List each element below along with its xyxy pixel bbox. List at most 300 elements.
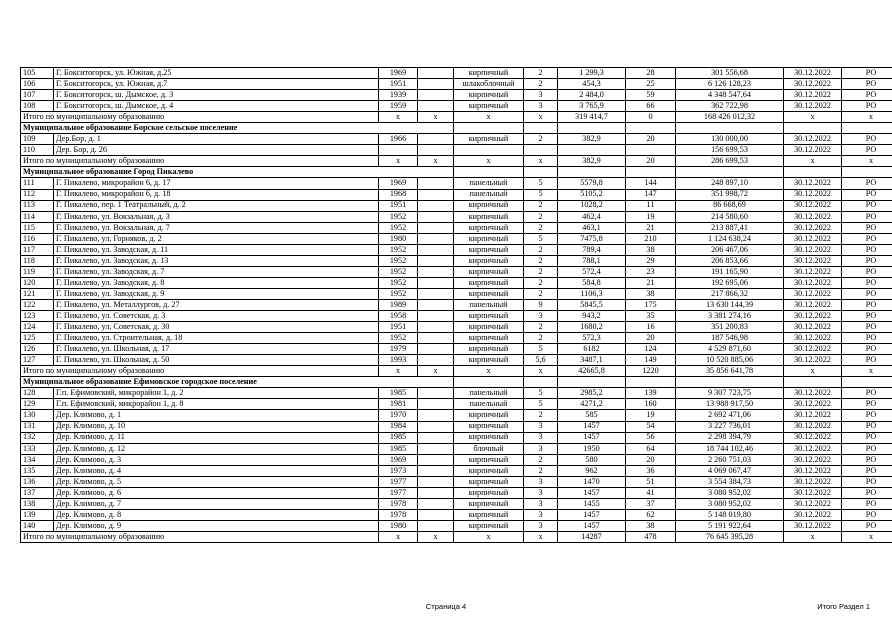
cost-cell: 3 080 952,02 [676, 487, 784, 498]
floors-cell: 5 [524, 344, 558, 355]
table-row [21, 90, 892, 101]
wall-material-cell: кирпичный [454, 454, 524, 465]
area-cell: 5845,5 [558, 299, 626, 310]
address-cell: Г. Пикалево, микрорайон 6, д. 17 [54, 178, 379, 189]
year-built-cell: 1952 [379, 333, 418, 344]
area-cell: 1 299,3 [558, 68, 626, 79]
floors-cell: 5,6 [524, 355, 558, 366]
blank-cell-cell [418, 344, 454, 355]
area-cell: 789,4 [558, 244, 626, 255]
program-cell: РО [842, 299, 892, 310]
residents-cell: 147 [626, 189, 676, 200]
wall-material-cell: панельный [454, 178, 524, 189]
residents-cell: 11 [626, 200, 676, 211]
table-row [21, 266, 892, 277]
blank-cell-cell [418, 145, 454, 156]
deadline-cell: 30.12.2022 [784, 322, 842, 333]
section-title: Муниципальное образование Борское сельское поселение [21, 123, 454, 134]
area-cell: 3487,1 [558, 355, 626, 366]
wall-material-cell: кирпичный [454, 266, 524, 277]
area-cell: 1470 [558, 476, 626, 487]
address-cell: Г. Пикалево, ул. Металлургов, д. 27 [54, 299, 379, 310]
table-row [21, 189, 892, 200]
empty-cell [524, 377, 558, 388]
area-cell: 572,4 [558, 266, 626, 277]
residents-cell: 66 [626, 101, 676, 112]
floors-cell: 2 [524, 410, 558, 421]
area-cell: 1028,2 [558, 200, 626, 211]
address-cell: Дер. Бор, д. 26 [54, 145, 379, 156]
floors-cell: 2 [524, 244, 558, 255]
wall-material-cell: кирпичный [454, 421, 524, 432]
wall-material-cell: кирпичный [454, 355, 524, 366]
empty-cell [842, 377, 892, 388]
area-cell: 6182 [558, 344, 626, 355]
blank-cell-cell [418, 277, 454, 288]
total-cell: 76 645 395,28 [676, 531, 784, 542]
program-cell: РО [842, 355, 892, 366]
residents-cell: 36 [626, 465, 676, 476]
total-cell: 14287 [558, 531, 626, 542]
cost-cell: 5 148 019,80 [676, 509, 784, 520]
floors-cell: 2 [524, 322, 558, 333]
wall-material-cell: кирпичный [454, 288, 524, 299]
table-row [21, 399, 892, 410]
empty-cell [626, 123, 676, 134]
total-cell: 286 699,53 [676, 156, 784, 167]
area-cell: 463,1 [558, 222, 626, 233]
floors-cell: 2 [524, 266, 558, 277]
address-cell: Г. Пикалево, ул. Школьная, д. 17 [54, 344, 379, 355]
wall-material-cell: кирпичный [454, 277, 524, 288]
table-row [21, 333, 892, 344]
total-cell: x [842, 156, 892, 167]
year-built-cell: 1951 [379, 200, 418, 211]
table-row [21, 68, 892, 79]
row-number-cell: 111 [21, 178, 54, 189]
program-cell: РО [842, 311, 892, 322]
blank-cell-cell [418, 465, 454, 476]
row-number-cell: 105 [21, 68, 54, 79]
deadline-cell: 30.12.2022 [784, 68, 842, 79]
area-cell: 1457 [558, 487, 626, 498]
total-cell: x [454, 366, 524, 377]
total-cell: x [784, 156, 842, 167]
program-cell: РО [842, 79, 892, 90]
blank-cell-cell [418, 498, 454, 509]
residents-cell: 19 [626, 410, 676, 421]
total-label: Итого по муниципальному образованию [21, 366, 379, 377]
cost-cell: 13 988 917,50 [676, 399, 784, 410]
total-cell: 0 [626, 112, 676, 123]
table-row [21, 410, 892, 421]
blank-cell-cell [418, 454, 454, 465]
address-cell: Дер. Климово, д. 10 [54, 421, 379, 432]
blank-cell-cell [418, 222, 454, 233]
wall-material-cell: кирпичный [454, 509, 524, 520]
blank-cell-cell [418, 432, 454, 443]
total-cell: x [842, 531, 892, 542]
floors-cell: 2 [524, 277, 558, 288]
blank-cell-cell [418, 266, 454, 277]
total-cell: 168 426 012,32 [676, 112, 784, 123]
row-number-cell: 113 [21, 200, 54, 211]
blank-cell-cell [418, 399, 454, 410]
year-built-cell: 1952 [379, 222, 418, 233]
blank-cell-cell [418, 410, 454, 421]
address-cell: Г.п. Ефимовский, микрорайон 1, д. 2 [54, 388, 379, 399]
row-number-cell: 114 [21, 211, 54, 222]
address-cell: Дер. Климово, д. 4 [54, 465, 379, 476]
table-row [21, 498, 892, 509]
year-built-cell: 1966 [379, 134, 418, 145]
deadline-cell: 30.12.2022 [784, 255, 842, 266]
year-built-cell: 1981 [379, 399, 418, 410]
floors-cell: 3 [524, 443, 558, 454]
program-cell: РО [842, 432, 892, 443]
total-cell: x [784, 531, 842, 542]
cost-cell: 191 165,90 [676, 266, 784, 277]
deadline-cell: 30.12.2022 [784, 520, 842, 531]
area-cell [558, 145, 626, 156]
year-built-cell: 1978 [379, 509, 418, 520]
table-row [21, 432, 892, 443]
cost-cell: 351 998,72 [676, 189, 784, 200]
program-cell: РО [842, 68, 892, 79]
table-row [21, 145, 892, 156]
deadline-cell: 30.12.2022 [784, 222, 842, 233]
cost-cell: 351 200,83 [676, 322, 784, 333]
blank-cell-cell [418, 200, 454, 211]
floors-cell: 5 [524, 399, 558, 410]
cost-cell: 6 126 128,23 [676, 79, 784, 90]
area-cell: 585 [558, 410, 626, 421]
wall-material-cell: панельный [454, 388, 524, 399]
program-cell: РО [842, 509, 892, 520]
empty-cell [842, 123, 892, 134]
page-number: Страница 4 [425, 602, 467, 611]
cost-cell: 13 630 144,39 [676, 299, 784, 310]
blank-cell-cell [418, 101, 454, 112]
cost-cell: 2 298 394,79 [676, 432, 784, 443]
program-cell: РО [842, 266, 892, 277]
floors-cell: 2 [524, 211, 558, 222]
address-cell: Г. Пикалево, ул. Строительная, д. 18 [54, 333, 379, 344]
wall-material-cell: панельный [454, 189, 524, 200]
address-cell: Г. Пикалево, пер. 1 Театральный, д. 2 [54, 200, 379, 211]
wall-material-cell: кирпичный [454, 498, 524, 509]
blank-cell-cell [418, 244, 454, 255]
empty-cell [558, 377, 626, 388]
total-cell: 319 414,7 [558, 112, 626, 123]
blank-cell-cell [418, 189, 454, 200]
residents-cell: 25 [626, 79, 676, 90]
address-cell: Дер.Бор, д. 1 [54, 134, 379, 145]
address-cell: Г. Пикалево, ул. Вокзальная, д. 3 [54, 211, 379, 222]
blank-cell-cell [418, 134, 454, 145]
deadline-cell: 30.12.2022 [784, 134, 842, 145]
address-cell: Г. Пикалево, ул. Заводская, д. 7 [54, 266, 379, 277]
wall-material-cell: кирпичный [454, 311, 524, 322]
wall-material-cell: шлакоблочный [454, 79, 524, 90]
wall-material-cell: кирпичный [454, 333, 524, 344]
deadline-cell: 30.12.2022 [784, 244, 842, 255]
address-cell: Г. Пикалево, микрорайон 6, д. 18 [54, 189, 379, 200]
row-number-cell: 131 [21, 421, 54, 432]
floors-cell: 3 [524, 311, 558, 322]
wall-material-cell: кирпичный [454, 222, 524, 233]
wall-material-cell: блочный [454, 443, 524, 454]
deadline-cell: 30.12.2022 [784, 211, 842, 222]
residents-cell: 124 [626, 344, 676, 355]
residents-cell: 144 [626, 178, 676, 189]
program-cell: РО [842, 90, 892, 101]
residents-cell [626, 145, 676, 156]
cost-cell: 206 467,06 [676, 244, 784, 255]
blank-cell-cell [418, 487, 454, 498]
floors-cell: 2 [524, 465, 558, 476]
area-cell: 7475,8 [558, 233, 626, 244]
residents-cell: 19 [626, 211, 676, 222]
total-cell: 1220 [626, 366, 676, 377]
deadline-cell: 30.12.2022 [784, 311, 842, 322]
empty-cell [626, 167, 676, 178]
row-number-cell: 116 [21, 233, 54, 244]
deadline-cell: 30.12.2022 [784, 399, 842, 410]
year-built-cell: 1985 [379, 432, 418, 443]
cost-cell: 2 692 471,06 [676, 410, 784, 421]
empty-cell [784, 123, 842, 134]
address-cell: Дер. Климово, д. 7 [54, 498, 379, 509]
wall-material-cell: кирпичный [454, 410, 524, 421]
section-title: Муниципальное образование Город Пикалево [21, 167, 454, 178]
residents-cell: 20 [626, 134, 676, 145]
total-label: Итого по муниципальному образованию [21, 156, 379, 167]
year-built-cell: 1980 [379, 520, 418, 531]
blank-cell-cell [418, 355, 454, 366]
row-number-cell: 133 [21, 443, 54, 454]
year-built-cell: 1959 [379, 101, 418, 112]
section-header-row [21, 167, 892, 178]
row-number-cell: 130 [21, 410, 54, 421]
area-cell: 1457 [558, 421, 626, 432]
cost-cell: 213 887,41 [676, 222, 784, 233]
total-label: Итого по муниципальному образованию [21, 531, 379, 542]
floors-cell: 2 [524, 200, 558, 211]
residents-cell: 56 [626, 432, 676, 443]
wall-material-cell: кирпичный [454, 68, 524, 79]
program-cell: РО [842, 211, 892, 222]
cost-cell: 130 000,00 [676, 134, 784, 145]
row-number-cell: 127 [21, 355, 54, 366]
residents-cell: 175 [626, 299, 676, 310]
area-cell: 1680,2 [558, 322, 626, 333]
residents-cell: 51 [626, 476, 676, 487]
table-row [21, 344, 892, 355]
table-row [21, 200, 892, 211]
wall-material-cell: кирпичный [454, 344, 524, 355]
floors-cell: 2 [524, 68, 558, 79]
program-cell: РО [842, 421, 892, 432]
row-number-cell: 110 [21, 145, 54, 156]
total-row [21, 366, 892, 377]
row-number-cell: 137 [21, 487, 54, 498]
wall-material-cell: кирпичный [454, 90, 524, 101]
cost-cell: 3 080 952,02 [676, 498, 784, 509]
year-built-cell: 1952 [379, 266, 418, 277]
row-number-cell: 117 [21, 244, 54, 255]
year-built-cell: 1993 [379, 355, 418, 366]
area-cell: 1106,3 [558, 288, 626, 299]
wall-material-cell: кирпичный [454, 211, 524, 222]
table-row [21, 454, 892, 465]
blank-cell-cell [418, 178, 454, 189]
wall-material-cell: кирпичный [454, 476, 524, 487]
residents-cell: 21 [626, 222, 676, 233]
empty-cell [784, 377, 842, 388]
row-number-cell: 125 [21, 333, 54, 344]
empty-cell [524, 167, 558, 178]
deadline-cell: 30.12.2022 [784, 200, 842, 211]
address-cell: Г. Пикалево, ул. Заводская, д. 13 [54, 255, 379, 266]
residents-cell: 41 [626, 487, 676, 498]
address-cell: Г. Бокситогорск, ш. Дымское, д. 4 [54, 101, 379, 112]
address-cell: Г. Пикалево, ул. Заводская, д. 9 [54, 288, 379, 299]
empty-cell [454, 123, 524, 134]
program-cell: РО [842, 178, 892, 189]
total-cell: x [784, 366, 842, 377]
total-cell: x [842, 366, 892, 377]
row-number-cell: 121 [21, 288, 54, 299]
residents-cell: 35 [626, 311, 676, 322]
table-row [21, 355, 892, 366]
deadline-cell: 30.12.2022 [784, 344, 842, 355]
total-cell: x [379, 531, 418, 542]
total-cell: x [418, 531, 454, 542]
table-row [21, 487, 892, 498]
cost-cell: 3 554 384,73 [676, 476, 784, 487]
program-cell: РО [842, 189, 892, 200]
deadline-cell: 30.12.2022 [784, 432, 842, 443]
deadline-cell: 30.12.2022 [784, 90, 842, 101]
residents-cell: 38 [626, 244, 676, 255]
area-cell: 572,3 [558, 333, 626, 344]
floors-cell: 3 [524, 498, 558, 509]
address-cell: Г. Бокситогорск, ул. Южная, д.25 [54, 68, 379, 79]
address-cell: Г. Пикалево, ул. Заводская, д. 11 [54, 244, 379, 255]
row-number-cell: 135 [21, 465, 54, 476]
document-page [20, 67, 877, 543]
year-built-cell: 1989 [379, 299, 418, 310]
residents-cell: 23 [626, 266, 676, 277]
year-built-cell: 1952 [379, 288, 418, 299]
row-number-cell: 115 [21, 222, 54, 233]
area-cell: 580 [558, 454, 626, 465]
program-cell: РО [842, 277, 892, 288]
floors-cell: 9 [524, 299, 558, 310]
floors-cell: 2 [524, 222, 558, 233]
floors-cell [524, 145, 558, 156]
empty-cell [676, 167, 784, 178]
address-cell: Дер. Климово, д. 6 [54, 487, 379, 498]
program-cell: РО [842, 443, 892, 454]
deadline-cell: 30.12.2022 [784, 355, 842, 366]
year-built-cell: 1958 [379, 311, 418, 322]
address-cell: Г. Пикалево, ул. Вокзальная, д. 7 [54, 222, 379, 233]
table-row [21, 255, 892, 266]
floors-cell: 3 [524, 476, 558, 487]
area-cell: 1457 [558, 509, 626, 520]
wall-material-cell: панельный [454, 299, 524, 310]
total-cell: 478 [626, 531, 676, 542]
blank-cell-cell [418, 90, 454, 101]
floors-cell: 2 [524, 79, 558, 90]
address-cell: Дер. Климово, д. 8 [54, 509, 379, 520]
address-cell: Дер. Климово, д. 11 [54, 432, 379, 443]
cost-cell: 214 580,60 [676, 211, 784, 222]
blank-cell-cell [418, 79, 454, 90]
row-number-cell: 138 [21, 498, 54, 509]
year-built-cell: 1968 [379, 189, 418, 200]
year-built-cell: 1952 [379, 255, 418, 266]
area-cell: 2 484,0 [558, 90, 626, 101]
total-cell: x [379, 366, 418, 377]
table-row [21, 277, 892, 288]
program-cell: РО [842, 399, 892, 410]
floors-cell: 2 [524, 288, 558, 299]
wall-material-cell: кирпичный [454, 134, 524, 145]
area-cell: 462,4 [558, 211, 626, 222]
table-row [21, 134, 892, 145]
table-row [21, 388, 892, 399]
table-row [21, 443, 892, 454]
deadline-cell: 30.12.2022 [784, 465, 842, 476]
deadline-cell: 30.12.2022 [784, 145, 842, 156]
wall-material-cell: панельный [454, 399, 524, 410]
wall-material-cell: кирпичный [454, 233, 524, 244]
row-number-cell: 112 [21, 189, 54, 200]
row-number-cell: 128 [21, 388, 54, 399]
floors-cell: 5 [524, 388, 558, 399]
cost-cell: 3 381 274,16 [676, 311, 784, 322]
empty-cell [524, 123, 558, 134]
residents-cell: 38 [626, 520, 676, 531]
wall-material-cell [454, 145, 524, 156]
address-cell: Г.п. Ефимовский, микрорайон 1, д. 8 [54, 399, 379, 410]
cost-cell: 4 069 067,47 [676, 465, 784, 476]
table-row [21, 233, 892, 244]
floors-cell: 2 [524, 333, 558, 344]
program-cell: РО [842, 134, 892, 145]
empty-cell [676, 377, 784, 388]
program-cell: РО [842, 487, 892, 498]
year-built-cell: 1969 [379, 68, 418, 79]
cost-cell: 3 227 736,01 [676, 421, 784, 432]
row-number-cell: 140 [21, 520, 54, 531]
row-number-cell: 108 [21, 101, 54, 112]
deadline-cell: 30.12.2022 [784, 189, 842, 200]
program-cell: РО [842, 388, 892, 399]
blank-cell-cell [418, 421, 454, 432]
cost-cell: 362 722,98 [676, 101, 784, 112]
address-cell: Г. Бокситогорск, ш. Дымское, д. 3 [54, 90, 379, 101]
cost-cell: 187 546,98 [676, 333, 784, 344]
row-number-cell: 139 [21, 509, 54, 520]
cost-cell: 156 699,53 [676, 145, 784, 156]
year-built-cell: 1952 [379, 211, 418, 222]
total-cell: x [454, 156, 524, 167]
row-number-cell: 134 [21, 454, 54, 465]
